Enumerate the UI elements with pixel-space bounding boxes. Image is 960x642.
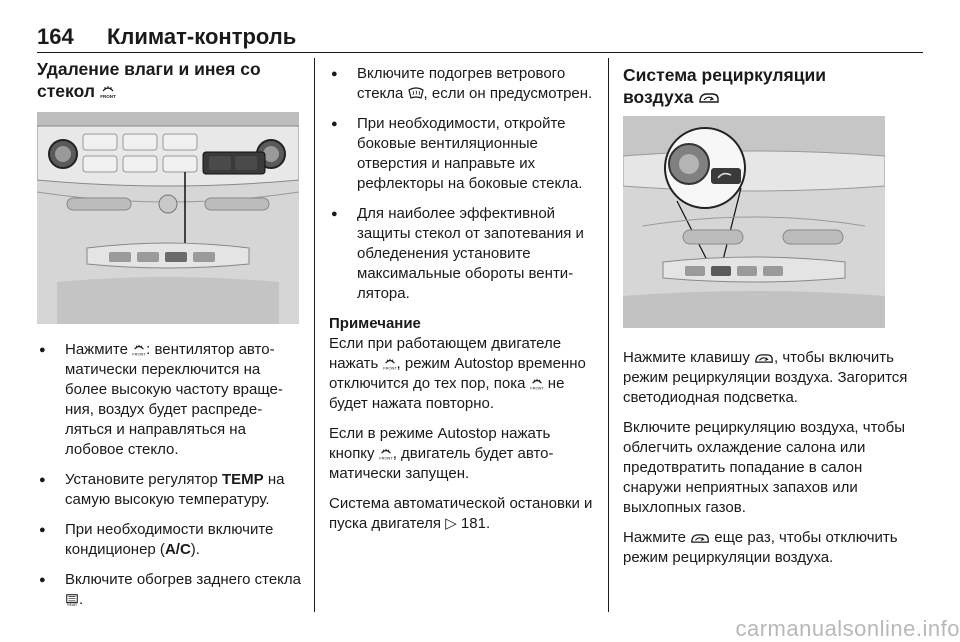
column-2	[329, 64, 595, 544]
note-paragraph-1: Если при работающем двигателе нажать FRONT , режим Autostop временно отключится до тех пор, пока FRONT не будет нажата повторно.	[329, 335, 586, 412]
front-defrost-icon	[383, 357, 397, 371]
section-heading-defrost: Удаление влаги и инея со стекол FRONT	[37, 59, 261, 101]
column-divider-1	[314, 58, 315, 612]
page-reference-link[interactable]: 181	[460, 515, 486, 532]
page-header	[37, 18, 923, 53]
note-paragraph-2: Если в режиме Autostop нажать кнопку FRONT , двигатель будет автоматически запущен.	[329, 425, 554, 482]
list-item: ● Нажмите FRONT : вентилятор автоматически переключится на более высокую частоту вращения, воздух будет распределяться и направляться на лобовое стекло.	[37, 340, 302, 460]
recirculation-paragraph-1: Нажмите клавишу , чтобы включить режим рециркуляции воздуха. Загорится светодиодная подсветка.	[623, 349, 908, 406]
watermark: carmanualsonline.info	[735, 616, 960, 641]
page-number: 164	[37, 24, 74, 49]
list-item: ● Включите обогрев заднего стекла REAR .	[37, 570, 302, 610]
page-reference-arrow-icon: ▷	[445, 515, 457, 532]
list-item: ● При необходимости, откройте боковые вентиляционные отверстия и направьте их рефлекторы на боковые стекла.	[329, 114, 595, 194]
list-item: ● При необходимости включите кондиционер (A/C).	[37, 520, 302, 560]
recirculation-paragraph-2: Включите рециркуляцию воздуха, чтобы облегчить охлаждение салона или предотвратить попадание в салон снаружи неприятных запахов или выхлопных газов.	[623, 419, 905, 516]
rear-defrost-icon	[65, 593, 79, 607]
svg-text:FRONT: FRONT	[378, 455, 393, 461]
column-1	[37, 58, 302, 620]
list-item: ● Установите регулятор TEMP на самую высокую температуру.	[37, 470, 302, 510]
list-item: ● Включите подогрев ветрового стекла , если он предусмотрен.	[329, 64, 595, 104]
column-3	[623, 64, 923, 578]
autostop-paragraph: Система автоматической остановки и пуска двигателя ▷ 181.	[329, 495, 593, 532]
svg-text:FRONT: FRONT	[529, 385, 544, 391]
svg-text:FRONT: FRONT	[132, 351, 146, 357]
front-defrost-icon	[132, 343, 146, 357]
windshield-heat-icon	[408, 87, 424, 101]
section-heading-recirculation: Система рециркуляции воздуха	[623, 65, 827, 107]
svg-text:REAR: REAR	[67, 603, 77, 608]
note-title: Примечание	[329, 315, 421, 332]
column-divider-2	[608, 58, 609, 612]
recirculation-icon	[698, 91, 720, 105]
svg-text:FRONT: FRONT	[382, 365, 397, 371]
figure-climate-panel	[37, 112, 299, 324]
recirculation-icon	[690, 532, 710, 545]
page-title: Климат-контроль	[107, 24, 297, 49]
front-defrost-icon	[379, 447, 393, 461]
list-item: ● Для наиболее эффективной защиты стекол от запотевания и обледенения установите максимальные обороты вентилятора.	[329, 204, 595, 304]
recirculation-paragraph-3: Нажмите еще раз, чтобы отключить режим рециркуляции воздуха.	[623, 529, 898, 566]
recirculation-icon	[754, 352, 774, 365]
front-defrost-icon	[530, 377, 544, 391]
figure-recirculation-button	[623, 116, 885, 328]
front-defrost-icon	[100, 84, 116, 100]
svg-text:FRONT: FRONT	[100, 94, 116, 100]
